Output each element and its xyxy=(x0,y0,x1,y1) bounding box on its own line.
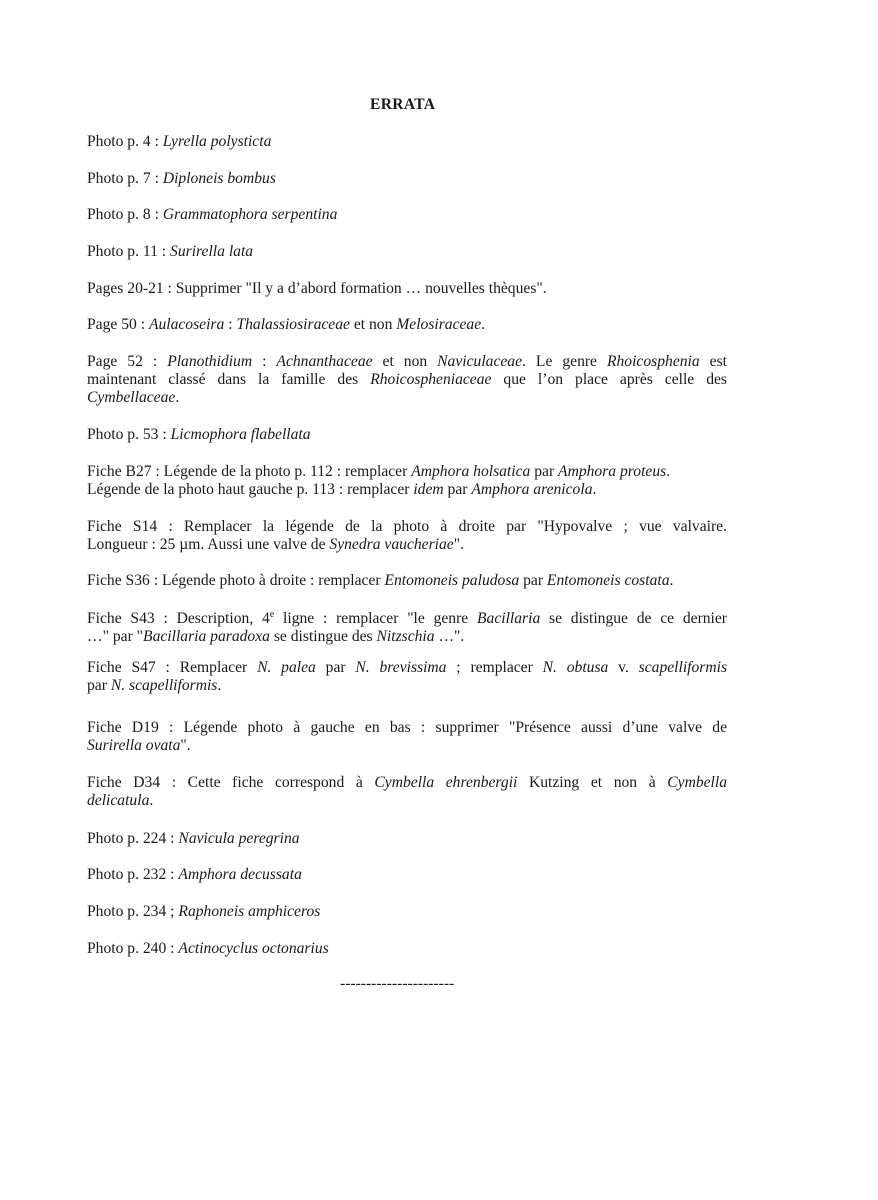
entry-line: Fiche D34 : Cette fiche correspond à Cymbella ehrenbergii Kutzing et non à Cymbella xyxy=(87,774,728,791)
entry-line: Surirella ovata". xyxy=(87,737,191,754)
entry-line: Longueur : 25 µm. Aussi une valve de Synedra vaucheriae". xyxy=(87,536,464,553)
entry-line: …" par "Bacillaria paradoxa se distingue des Nitzschia …". xyxy=(87,628,465,645)
errata-entry-photo-224: Photo p. 224 : Navicula peregrina xyxy=(87,830,300,847)
entry-line: par N. scapelliformis. xyxy=(87,677,222,694)
entry-line: Fiche D19 : Légende photo à gauche en bas : supprimer "Présence aussi d’une valve de xyxy=(87,719,727,736)
errata-entry-photo-240: Photo p. 240 : Actinocyclus octonarius xyxy=(87,940,329,957)
errata-entry-photo-4: Photo p. 4 : Lyrella polysticta xyxy=(87,133,272,150)
entry-line: Page 52 : Planothidium : Achnanthaceae et non Naviculaceae. Le genre Rhoicosphenia est xyxy=(87,353,727,370)
errata-entry-photo-234: Photo p. 234 ; Raphoneis amphiceros xyxy=(87,903,321,920)
entry-line: Fiche S43 : Description, 4e ligne : remplacer "le genre Bacillaria se distingue de ce dernier xyxy=(87,608,728,627)
errata-entry-photo-8: Photo p. 8 : Grammatophora serpentina xyxy=(87,206,338,223)
errata-entry-fiche-s47 xyxy=(87,659,727,695)
page-title: ERRATA xyxy=(370,96,436,113)
entry-line: Fiche S14 : Remplacer la légende de la photo à droite par "Hypovalve ; vue valvaire. xyxy=(87,518,727,535)
errata-entry-fiche-b27 xyxy=(87,463,727,499)
errata-entry-fiche-d19 xyxy=(87,719,727,755)
entry-line: Fiche S47 : Remplacer N. palea par N. brevissima ; remplacer N. obtusa v. scapelliformis xyxy=(87,659,728,676)
errata-entry-fiche-d34 xyxy=(87,774,727,810)
entry-line: Cymbellaceae. xyxy=(87,389,180,406)
errata-entry-photo-53: Photo p. 53 : Licmophora flabellata xyxy=(87,426,311,443)
errata-entry-page-52 xyxy=(87,353,727,407)
errata-entry-fiche-s36: Fiche S36 : Légende photo à droite : remplacer Entomoneis paludosa par Entomoneis costata. xyxy=(87,572,674,589)
end-divider: ---------------------- xyxy=(340,975,455,992)
entry-line: Légende de la photo haut gauche p. 113 : remplacer idem par Amphora arenicola. xyxy=(87,481,597,498)
entry-line: Fiche B27 : Légende de la photo p. 112 : remplacer Amphora holsatica par Amphora proteus. xyxy=(87,463,671,480)
errata-entry-photo-7: Photo p. 7 : Diploneis bombus xyxy=(87,170,276,187)
errata-entry-fiche-s14 xyxy=(87,518,727,554)
errata-entry-photo-232: Photo p. 232 : Amphora decussata xyxy=(87,866,302,883)
errata-entry-photo-11: Photo p. 11 : Surirella lata xyxy=(87,243,254,260)
entry-line: maintenant classé dans la famille des Rhoicospheniaceae que l’on place après celle des xyxy=(87,371,727,388)
errata-entry-page-50: Page 50 : Aulacoseira : Thalassiosiraceae et non Melosiraceae. xyxy=(87,316,486,333)
errata-entry-fiche-s43 xyxy=(87,610,727,646)
entry-line: delicatula. xyxy=(87,792,154,809)
errata-entry-pages-20-21: Pages 20-21 : Supprimer "Il y a d’abord formation … nouvelles thèques". xyxy=(87,280,547,297)
